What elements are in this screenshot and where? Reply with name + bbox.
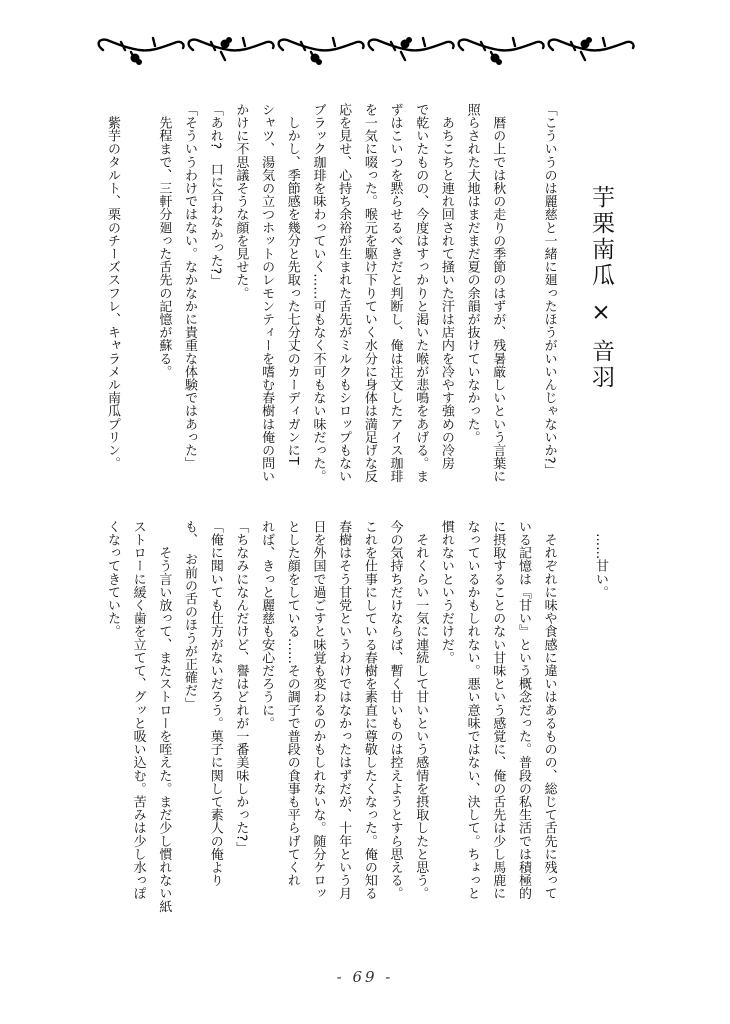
text-column: なっているかもしれない。悪い意味ではない、決して。ちょっと bbox=[464, 520, 480, 900]
blank-line bbox=[562, 103, 588, 495]
text-column: 「こういうのは麗慈と一緒に廻ったほうがいいんじゃないか?」 bbox=[541, 103, 557, 477]
text-block-top bbox=[99, 103, 613, 495]
text-column: しかし、季節感を幾分と先取った七分丈のカーディガンにT bbox=[284, 103, 300, 465]
text-column: いる記憶は『甘い』という概念だった。普段の私生活では積極的 bbox=[515, 520, 531, 900]
text-column: それぞれに味や食感に違いはあるものの、総じて舌先に残って bbox=[541, 520, 557, 900]
text-column: かけに不思議そうな顔を見せた。 bbox=[233, 103, 249, 300]
text-column: あちこちと連れ回されて掻いた汗は店内を冷やす強めの冷房 bbox=[438, 103, 454, 470]
text-column: 「そういうわけではない。なかなかに貴重な体験ではあった」 bbox=[182, 103, 197, 470]
text-column: ストローに緩く歯を立てて、グッと吸い込む。苦みは少し水っぽ bbox=[130, 520, 146, 900]
text-column: も、 お前の舌のほうが正確だ」 bbox=[182, 520, 197, 710]
text-column: 暦の上では秋の走りの季節のはずが、残暑厳しいという言葉に bbox=[490, 103, 506, 483]
text-column: これを仕事にしている春樹を素直に尊敬したくなった。俺の知る bbox=[361, 520, 377, 900]
blank-line bbox=[510, 103, 536, 495]
vine-stroke bbox=[99, 40, 184, 51]
text-column: ……甘い。 bbox=[593, 520, 608, 599]
text-column: 「ちなみになんだけど、譽はどれが一番美味しかった?」 bbox=[233, 520, 249, 855]
blank-line bbox=[125, 103, 151, 495]
chapter-title: 芋栗南瓜 × 音羽 bbox=[588, 185, 614, 391]
text-column: 照らされた大地はまだまだ夏の余韻が抜けていなかった。 bbox=[464, 103, 480, 444]
text-column: れば、きっと麗慈も安心だろうに。 bbox=[259, 520, 275, 730]
text-column: に摂取することのない甘味という感覚に、俺の舌先は少し馬鹿に bbox=[490, 520, 506, 900]
vine-ornament-divider bbox=[90, 34, 640, 66]
vine-stroke bbox=[279, 40, 364, 51]
text-column: 紫芋のタルト、栗のチーズスフレ、キャラメル南瓜プリン。 bbox=[104, 103, 120, 470]
text-column: シャツ、湯気の立つホットのレモンティーを嗜む春樹は俺の問い bbox=[259, 103, 275, 483]
text-column: くなってきていた。 bbox=[104, 520, 120, 638]
text-column: ブラック珈琲を味わっていく……可もなく不可もない味だった。 bbox=[310, 103, 326, 483]
text-column: 日を外国で過ごすと味覚も変わるのかもしれないな。随分ケロッ bbox=[310, 520, 326, 900]
page-number: - 69 - bbox=[336, 968, 394, 986]
text-column: それくらい一気に連続して甘いという感情を摂取したと思う。 bbox=[413, 520, 429, 900]
text-column: とした顔をしている……その調子で普段の食事も平らげてくれ bbox=[284, 520, 300, 887]
text-column: 先程まで、三軒分廻った舌先の記憶が蘇る。 bbox=[156, 103, 172, 379]
text-column: 今の気持ちだけならば、暫く甘いものは控えようとすら思える。 bbox=[387, 520, 403, 900]
text-column: 慣れないというだけだ。 bbox=[438, 520, 454, 665]
text-column: で乾いたものの、今度はすっかりと渇いた喉が悲鳴をあげる。ま bbox=[413, 103, 429, 483]
text-column: 「俺に聞いても仕方がないだろう。菓子に関して素人の俺より bbox=[207, 520, 223, 887]
text-column: ずはこいつを黙らせるべきだと判断し、俺は注文したアイス珈琲 bbox=[387, 103, 403, 483]
text-block-bottom bbox=[99, 520, 613, 912]
text-column: 応を見せ、心持ち余裕が生まれた舌先がミルクもシロップもない bbox=[336, 103, 352, 483]
text-column: を一気に啜った。喉元を駆け下りていく水分に身体は満足げな反 bbox=[361, 103, 377, 483]
text-column: そう言い放って、またストローを咥えた。まだ少し慣れない紙 bbox=[156, 520, 172, 913]
blank-line bbox=[562, 520, 588, 912]
text-column: 「あれ? 口に合わなかった?」 bbox=[207, 103, 223, 288]
text-column: 春樹はそう甘党というわけではなかったはずだが、十年という月 bbox=[336, 520, 352, 900]
vine-stroke bbox=[459, 40, 544, 51]
